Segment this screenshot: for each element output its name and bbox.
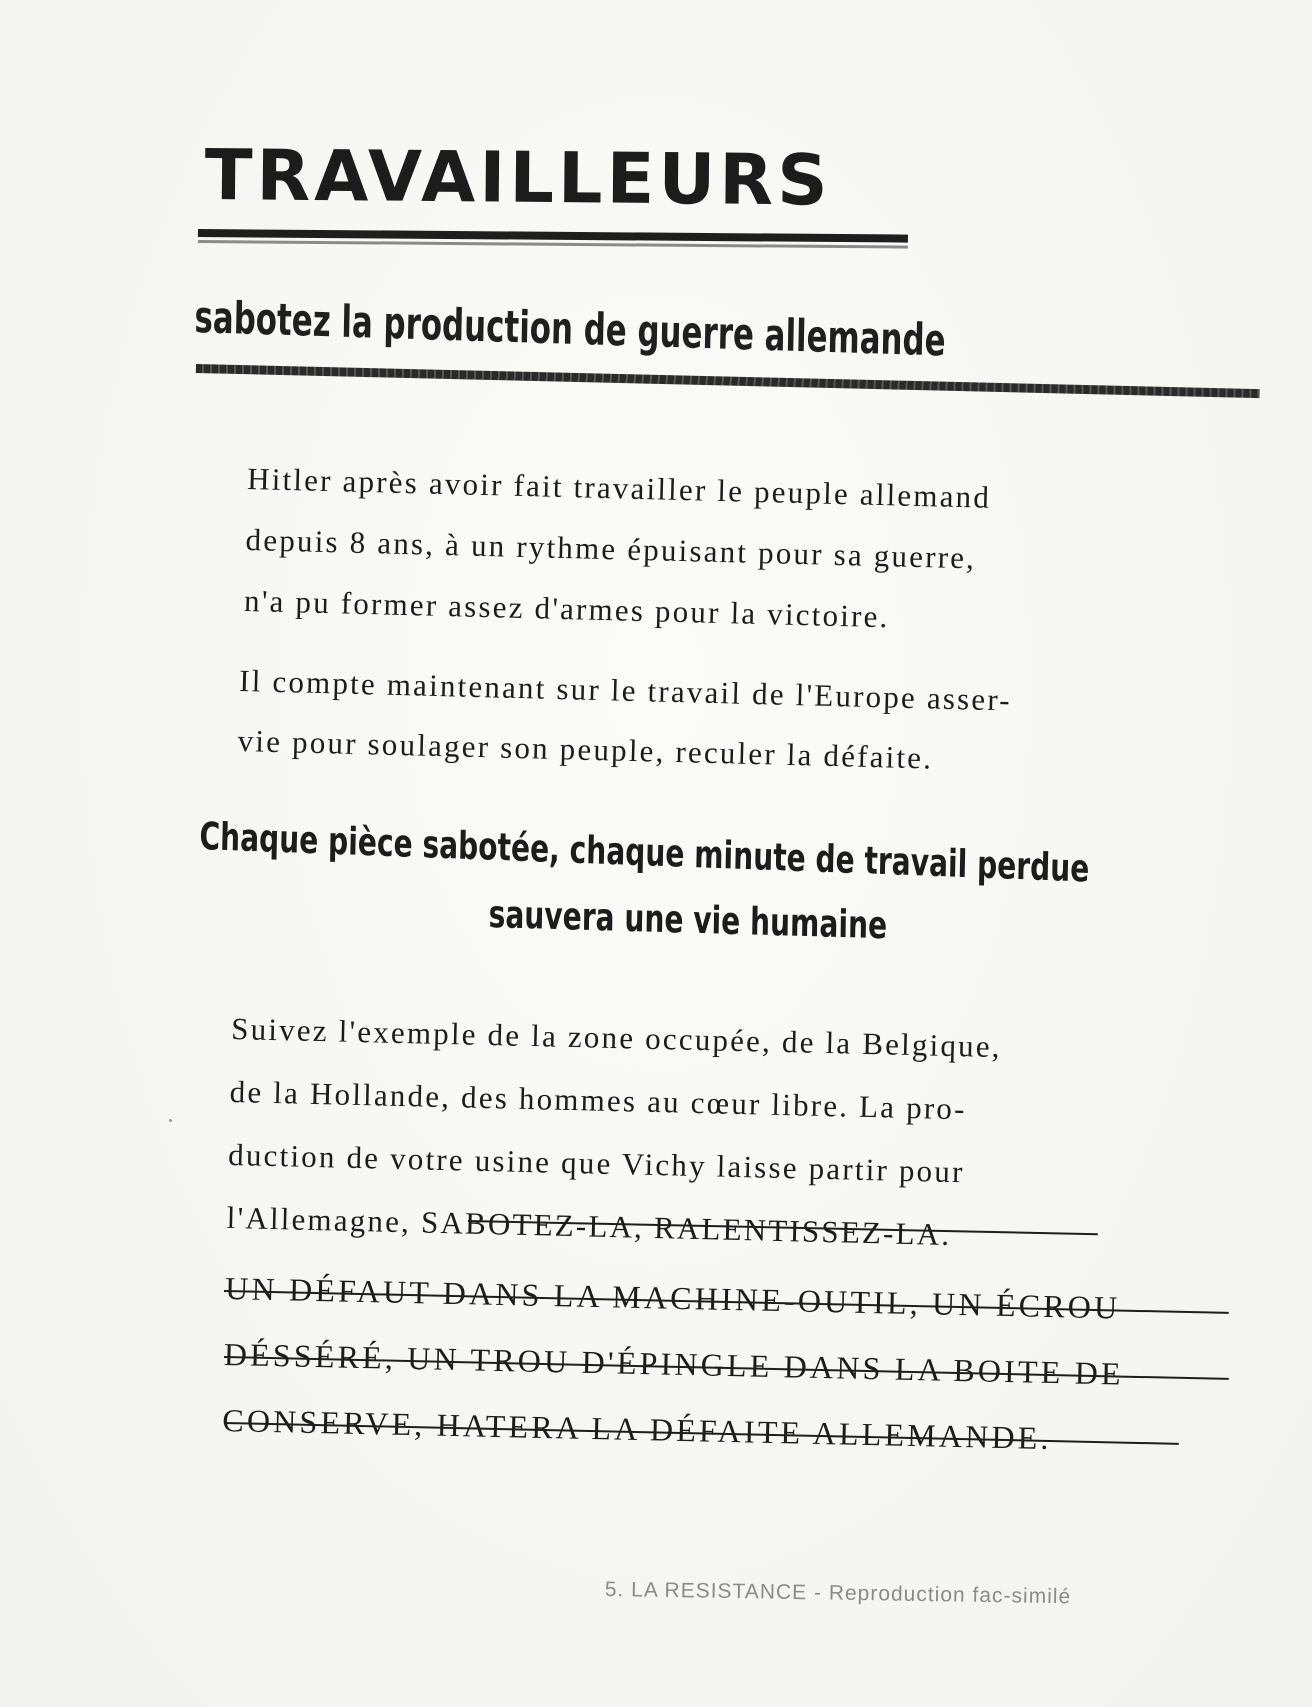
paragraph-example: [226, 997, 1002, 1267]
tract-subtitle: sabotez la production de guerre allemande: [194, 292, 947, 367]
subtitle-underline: [196, 364, 1260, 398]
page-footer: 5. LA RESISTANCE - Reproduction fac-similé: [604, 1578, 1072, 1609]
closing-line: UN DÉFAUT DANS LA MACHINE-OUTIL, UN ÉCROU: [224, 1269, 1121, 1326]
closing-line: DÉSSÉRÉ, UN TROU D'ÉPINGLE DANS LA BOITE DE: [223, 1335, 1125, 1392]
paragraph-line: duction de votre usine que Vichy laisse partir pour: [227, 1136, 965, 1190]
closing-line: CONSERVE, HATERA LA DÉFAITE ALLEMANDE.: [222, 1401, 1053, 1457]
slogan-line-2: sauvera une vie humaine: [488, 892, 888, 948]
paragraph-prefix: l'Allemagne,: [226, 1199, 422, 1240]
paragraph-line: Suivez l'exemple de la zone occupée, de la Belgique,: [230, 1010, 1003, 1065]
paragraph-europe: [237, 651, 1013, 791]
tract-title: TRAVAILLEURS: [204, 134, 832, 222]
margin-speck: [169, 1119, 172, 1122]
paragraph-line: depuis 8 ans, à un rythme épuisant pour sa guerre,: [245, 521, 977, 576]
paragraph-line: n'a pu former assez d'armes pour la victoire.: [243, 582, 890, 635]
sabotage-call: SABOTEZ-LA, RALENTISSEZ-LA.: [420, 1204, 952, 1253]
paragraph-line: de la Hollande, des hommes au cœur libre. La pro-: [229, 1073, 968, 1127]
slogan-line-1: Chaque pièce sabotée, chaque minute de travail perdue: [199, 814, 1090, 891]
paragraph-line: Il compte maintenant sur le travail de l'Europe asser-: [238, 662, 1013, 718]
paragraph-hitler: [243, 448, 991, 650]
paragraph-line: Hitler après avoir fait travailler le peuple allemand: [246, 460, 992, 515]
paragraph-line: vie pour soulager son peuple, reculer la défaite.: [237, 722, 934, 776]
